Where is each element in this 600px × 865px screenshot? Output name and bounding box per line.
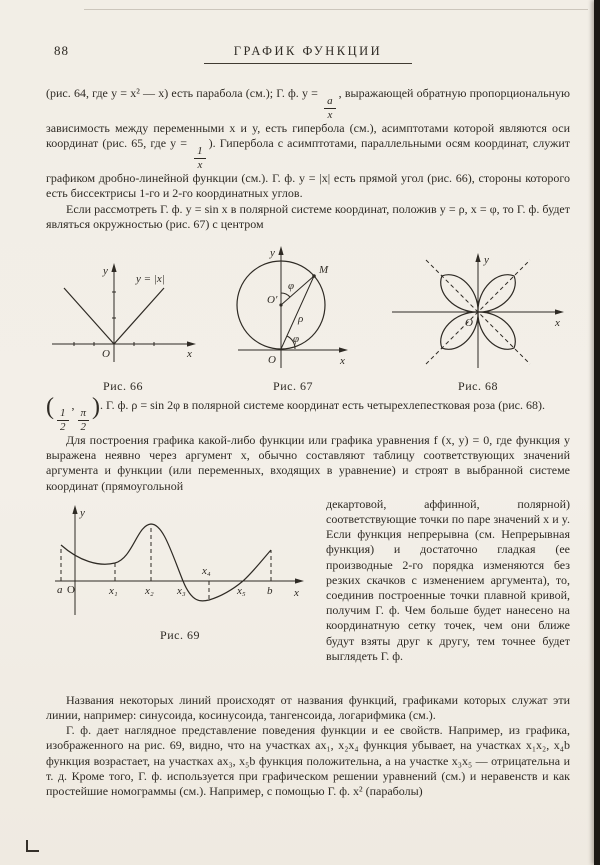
y-axis-label: y — [484, 254, 489, 267]
paragraph-curve-names: Названия некоторых линий происходят от названия функций, графиками которых служат эти линии, например: синусоида, косинусоида, тангенсоида, логарифмика (см.). — [46, 692, 570, 723]
text-segment: . Г. ф. ρ = sin 2φ в полярной системе координат есть четырехлепестковая роза (рис. 68). — [100, 398, 545, 413]
corner-mark — [26, 840, 39, 852]
comma: , — [71, 398, 75, 413]
abs-value-graph — [48, 260, 198, 372]
figure-caption: Рис. 66 — [103, 379, 143, 394]
radius-rho-label: ρ — [298, 313, 304, 326]
fraction-pi-over-2: $\frac{\pi}{2}$ — [78, 408, 90, 433]
text-segment: , выражающей обратную пропорциональную зависимость между переменными x и y, есть гипербола (см.), асимптотами которой являются оси координат (рис. 65, где y = — [46, 86, 570, 151]
figure-caption: Рис. 68 — [458, 379, 498, 394]
fraction-1-over-x: $\frac{1}{x}$ — [194, 146, 206, 171]
page-title: ГРАФИК ФУНКЦИИ — [204, 44, 412, 64]
angle-phi-label: φ — [288, 280, 295, 293]
scan-right-edge — [594, 0, 600, 865]
point-x2-label: x₂ — [144, 584, 154, 597]
x-axis-label: x — [293, 586, 299, 599]
figure-caption: Рис. 67 — [273, 379, 313, 394]
point-x1-label: x₁ — [108, 584, 118, 597]
figure-69 — [46, 503, 314, 693]
point-x4-label: x₄ — [201, 564, 211, 577]
paragraph-rose — [46, 394, 570, 434]
y-axis-label: y — [103, 265, 108, 278]
figure-caption: Рис. 69 — [160, 627, 200, 642]
origin-label: O — [102, 348, 110, 361]
origin-label: O — [268, 354, 276, 367]
page-number: 88 — [54, 43, 69, 58]
polar-circle-graph — [235, 244, 351, 372]
x-axis-label: x — [187, 348, 192, 361]
angle-phi-label: φ — [293, 333, 300, 346]
page-content — [46, 42, 570, 853]
figure-row — [48, 244, 568, 394]
point-x3-label: x₃ — [176, 584, 186, 597]
fraction-1-over-2: $\frac{1}{2}$ — [57, 408, 69, 433]
figure-and-text-wrap — [46, 497, 570, 693]
figure-66 — [48, 260, 198, 394]
x-axis-label: x — [340, 355, 345, 368]
center-label: O′ — [267, 294, 278, 307]
paragraph-parabola-hyperbola — [46, 86, 570, 202]
text-segment: (рис. 64, где y = x² — x) есть парабола (см.); Г. ф. y = — [46, 86, 322, 100]
running-header — [46, 42, 570, 64]
point-a-label: a — [56, 583, 62, 596]
curve-label: y = |x| — [136, 273, 165, 286]
x-axis-label: x — [555, 317, 560, 330]
figure-67 — [235, 244, 351, 394]
paragraph-polar-circle: Если рассмотреть Г. ф. y = sin x в полярной системе координат, положив y = ρ, x = φ, то Г. ф. будет являться окружностью (рис. 67) с центром — [46, 201, 570, 231]
scan-top-edge — [84, 9, 588, 10]
open-paren: ( — [46, 394, 54, 421]
y-axis-label: y — [270, 247, 275, 260]
fraction-a-over-x: $\frac{a}{x}$ — [324, 96, 336, 121]
point-b-label: b — [266, 584, 272, 597]
point-x5-label: x₅ — [236, 584, 246, 597]
point-m-label: M — [319, 264, 329, 277]
paragraph-plotting-cont: декартовой, аффинной, полярной) соответствующие точки по паре значений x и y. Если функция непрерывна (см. Непрерывная функция) и достаточно гладкая (ее производные 2-го порядка изменяются без резких скачков с изменением аргумента), то, соединив построенные точки плавной кривой, получим Г. ф. Чем больше будет нанесено на координатную сетку точек, чем они ближе будут взяты друг к другу, тем точнее будет выглядеть Г. ф. — [326, 496, 570, 663]
figure-68 — [388, 250, 568, 394]
paragraph-plotting-intro: Для построения графика какой-либо функции или графика уравнения f (x, y) = 0, где функция y выражена неявно через аргумент x, обычно составляют таблицу соответствующих значений аргумента и функции (или переменных, входящих в уравнение) и строят в выбранной системе координат (прямоугольной — [46, 433, 570, 493]
text-segment: ). Гипербола с асимптотами, параллельными осям координат, служит графиком дробно-линейной функции (см.). Г. ф. y = |x| есть прямой угол (рис. 66), стороны которого есть биссектрисы 1-го и 2-го координатных углов. — [46, 136, 570, 201]
four-petal-rose-graph — [388, 250, 568, 372]
paragraph-graph-usage: Г. ф. дает наглядное представление поведения функции и ее свойств. Например, из графика, изображенного на рис. 69, видно, что на участках ax₁, x₂x₄ функция убывает, на участках x₁x₂, x₄b функция возрастает, на участках ax₃, x₅b функция положительна, а на участке x₃x₅ — отрицательна и т. д. Кроме того, Г. ф. используется при графическом решении уравнений (см.) и неравенств и как простейшие номограммы (см.). Например, с помощью Г. ф. x² (параболы) — [46, 723, 570, 799]
function-graph-with-intervals — [53, 503, 308, 621]
y-axis-label: y — [79, 506, 85, 519]
close-paren: ) — [92, 394, 101, 421]
origin-label: O — [465, 317, 473, 330]
origin-label: O — [66, 583, 75, 596]
